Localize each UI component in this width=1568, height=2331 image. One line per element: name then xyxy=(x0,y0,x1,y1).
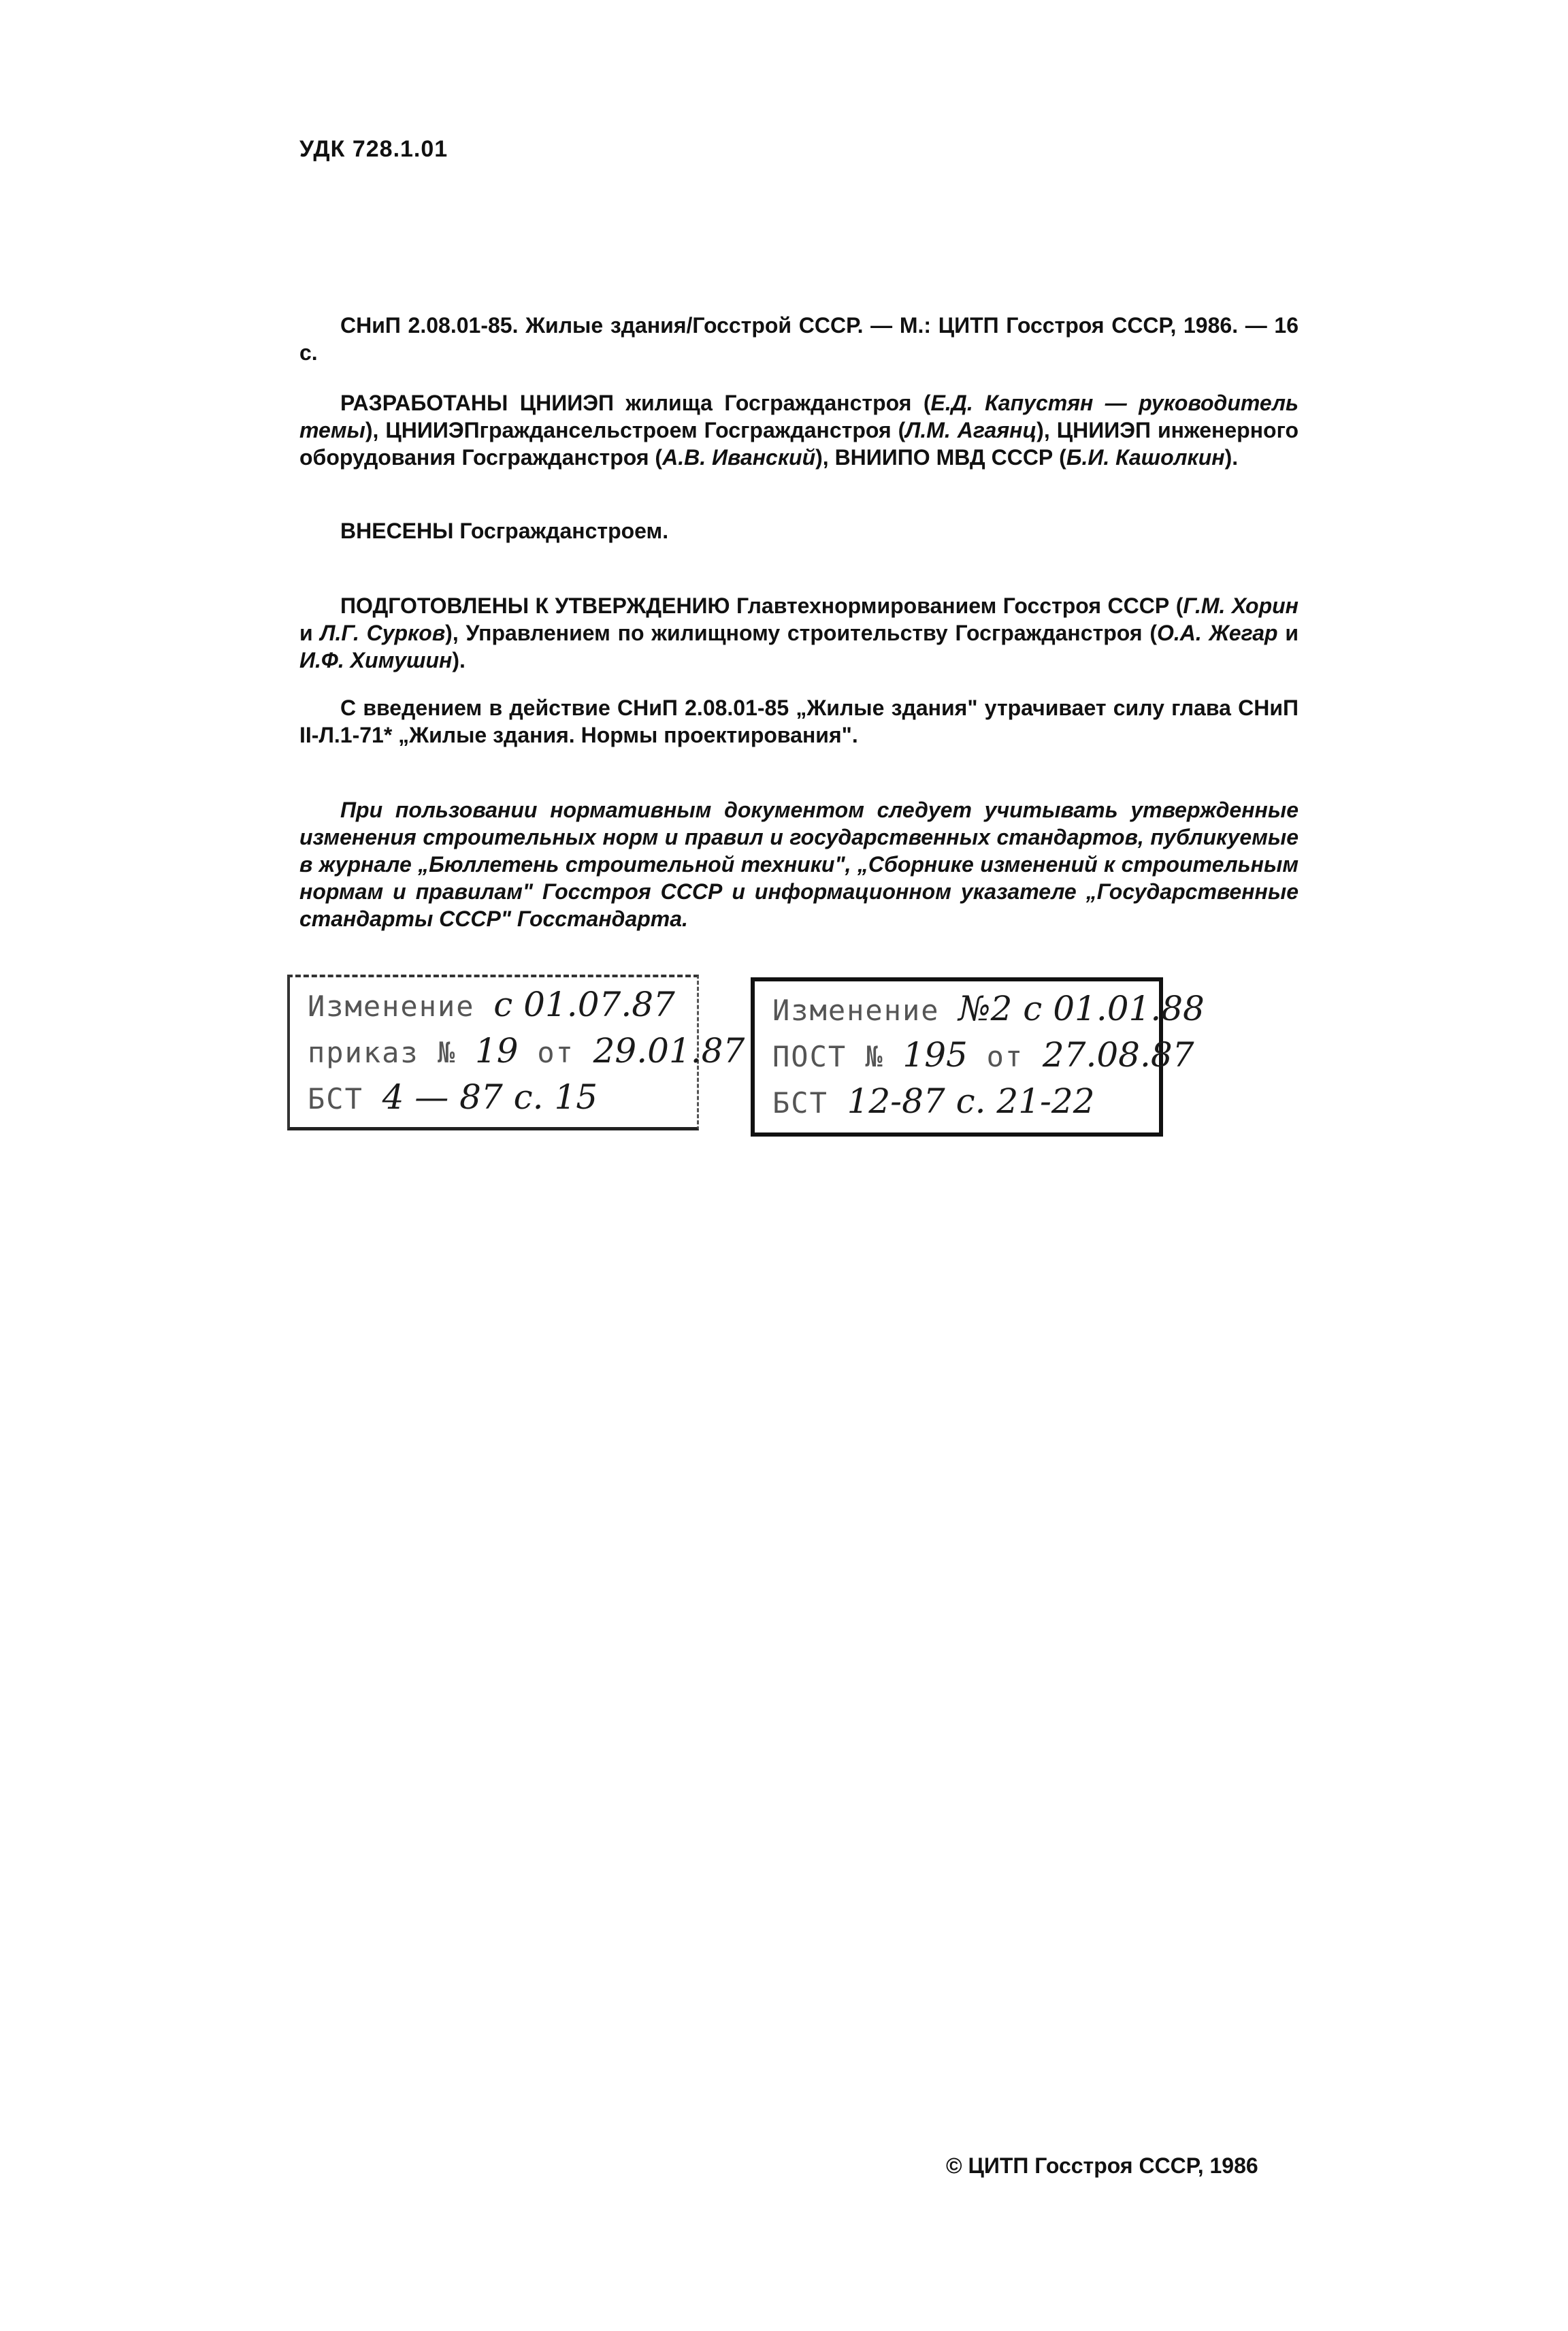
stamp-left-change-label: Изменение xyxy=(308,990,475,1023)
prepared-and-1: и xyxy=(299,621,321,645)
developed-end: ). xyxy=(1224,445,1239,470)
prepared-person-1: Г.М. Хорин xyxy=(1183,593,1299,618)
stamp-right-change-date: №2 с 01.01.88 xyxy=(958,989,1205,1028)
citation-paragraph: СНиП 2.08.01-85. Жилые здания/Госстрой СССР. — М.: ЦИТП Госстроя СССР, 1986. — 16 с. xyxy=(299,313,1298,365)
developed-person-4: Б.И. Кашолкин xyxy=(1066,445,1225,470)
stamp-right-line-1 xyxy=(772,988,1205,1029)
stamp-left-order-label: приказ № xyxy=(308,1036,457,1069)
stamp-right-line-3 xyxy=(772,1081,1095,1122)
developed-mid-3: ), ВНИИПО МВД СССР ( xyxy=(815,445,1066,470)
prepared-person-4: И.Ф. Химушин xyxy=(299,648,453,672)
developed-lead: РАЗРАБОТАНЫ ЦНИИЭП жилища Госгражданстроя ( xyxy=(340,391,931,415)
stamp-right-post-number: 195 xyxy=(902,1035,968,1075)
developed-person-1: Е.Д. Капустян — руководитель темы xyxy=(299,391,1299,442)
supersedes-paragraph: С введением в действие СНиП 2.08.01-85 „Жилые здания" утрачивает силу глава СНиП II-Л.1-71* „Жилые здания. Нормы проектирования". xyxy=(299,696,1298,747)
stamp-left-bst-ref: 4 — 87 с. 15 xyxy=(382,1077,598,1117)
developed-mid-1: ), ЦНИИЭПграждансельстроем Госгражданстроя ( xyxy=(365,418,906,442)
stamp-left-from-label: от xyxy=(537,1036,574,1069)
notice-paragraph: При пользовании нормативным документом следует учитывать утвержденные изменения строительных норм и правил и государственных стандартов, публикуемые в журнале „Бюллетень строительной техники", „Сборнике изменений к строительным нормам и правилам" Госстроя СССР и информационном указателе „Государственные стандарты СССР" Госстандарта. xyxy=(299,798,1298,931)
udk-code: УДК 728.1.01 xyxy=(299,136,448,162)
stamp-right-bst-label: БСТ xyxy=(772,1086,828,1120)
stamp-left-bst-label: БСТ xyxy=(308,1082,363,1115)
stamp-left-change-date: с 01.07.87 xyxy=(493,985,675,1024)
introduced-paragraph: ВНЕСЕНЫ Госгражданстроем. xyxy=(340,519,669,543)
prepared-mid: ), Управлением по жилищному строительству Госгражданстроя ( xyxy=(445,621,1157,645)
stamp-left-order-date: 29.01.87 xyxy=(593,1031,745,1071)
prepared-lead: ПОДГОТОВЛЕНЫ К УТВЕРЖДЕНИЮ Главтехнормированием Госстроя СССР ( xyxy=(340,593,1183,618)
prepared-and-2: и xyxy=(1277,621,1299,645)
prepared-person-3: О.А. Жегар xyxy=(1157,621,1278,645)
stamp-left-line-2 xyxy=(308,1030,745,1071)
stamp-left-line-3 xyxy=(308,1077,598,1118)
stamp-right-post-label: ПОСТ № xyxy=(772,1040,884,1073)
stamp-right-bst-ref: 12-87 с. 21-22 xyxy=(847,1081,1095,1121)
developed-mid-2: ), ЦНИИЭП инженерного оборудования Госгражданстроя ( xyxy=(299,418,1299,470)
stamp-right-post-date: 27.08.87 xyxy=(1042,1035,1194,1075)
amendment-stamp-right xyxy=(751,977,1205,1137)
stamp-left-order-number: 19 xyxy=(475,1031,519,1071)
stamp-right-change-label: Изменение xyxy=(772,994,940,1027)
stamp-left-line-1 xyxy=(308,984,675,1025)
prepared-end: ). xyxy=(452,648,466,672)
prepared-paragraph xyxy=(299,592,1298,674)
developed-paragraph xyxy=(299,389,1298,471)
stamp-right-from-label: от xyxy=(986,1040,1024,1073)
amendment-stamp-left xyxy=(287,975,745,1130)
stamp-right-line-2 xyxy=(772,1034,1194,1075)
developed-person-2: Л.М. Агаянц xyxy=(905,418,1037,442)
prepared-person-2: Л.Г. Сурков xyxy=(320,621,446,645)
developed-person-3: А.В. Иванский xyxy=(662,445,816,470)
copyright-notice: © ЦИТП Госстроя СССР, 1986 xyxy=(946,2153,1258,2178)
